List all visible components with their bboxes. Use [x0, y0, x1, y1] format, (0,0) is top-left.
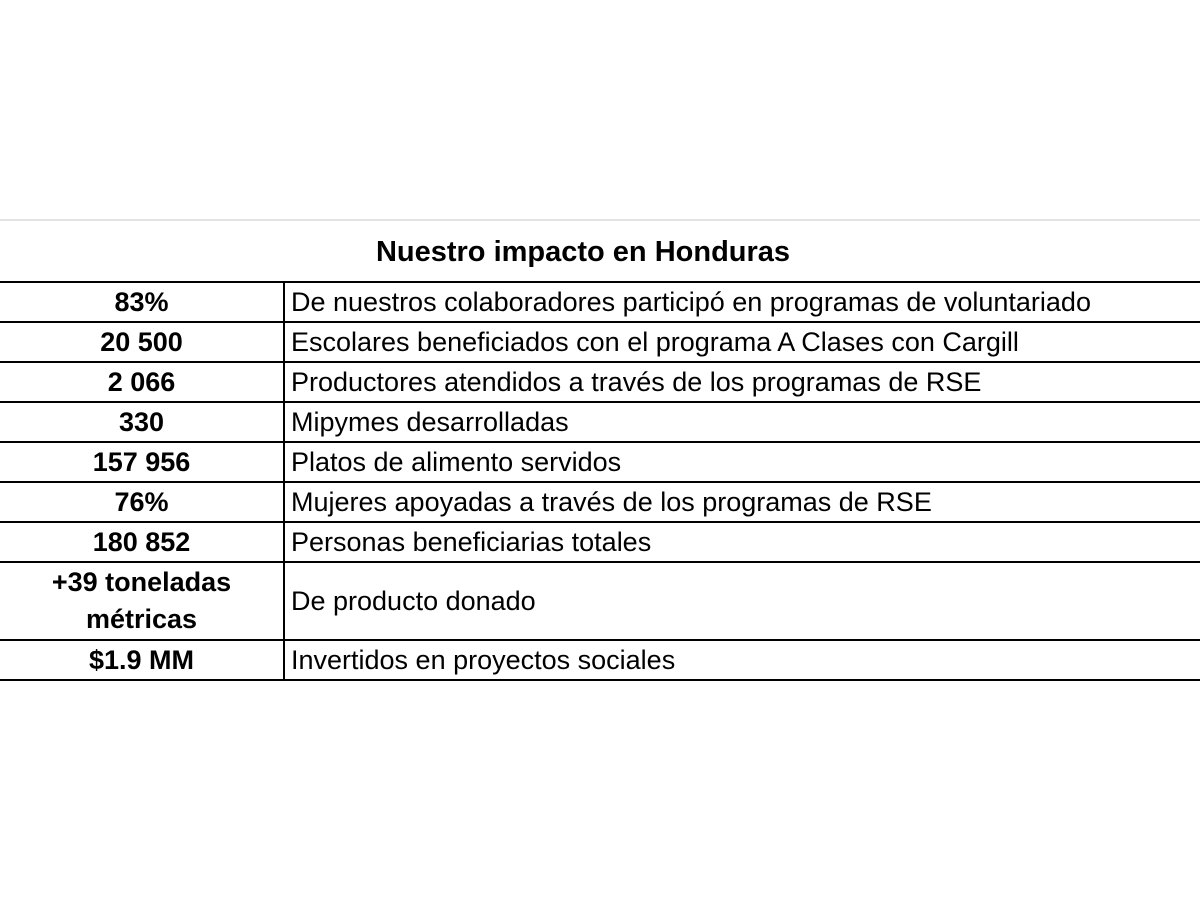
table-row — [0, 322, 1200, 362]
table-row — [0, 522, 1200, 562]
impact-description: De nuestros colaboradores participó en programas de voluntariado — [284, 282, 1200, 322]
impact-value: +39 toneladas métricas — [0, 562, 284, 640]
impact-description: Invertidos en proyectos sociales — [284, 640, 1200, 680]
impact-description: Mipymes desarrolladas — [284, 402, 1200, 442]
impact-value: 157 956 — [0, 442, 284, 482]
impact-value: 180 852 — [0, 522, 284, 562]
table-row — [0, 482, 1200, 522]
table-row — [0, 442, 1200, 482]
impact-table — [0, 281, 1200, 681]
impact-value: 83% — [0, 282, 284, 322]
impact-description: Mujeres apoyadas a través de los programas de RSE — [284, 482, 1200, 522]
impact-value: 20 500 — [0, 322, 284, 362]
table-row — [0, 282, 1200, 322]
impact-description: Escolares beneficiados con el programa A Clases con Cargill — [284, 322, 1200, 362]
page-title: Nuestro impacto en Honduras — [375, 236, 791, 268]
table-row — [0, 362, 1200, 402]
top-divider — [0, 219, 1200, 221]
impact-description: Productores atendidos a través de los programas de RSE — [284, 362, 1200, 402]
impact-value: $1.9 MM — [0, 640, 284, 680]
impact-value: 330 — [0, 402, 284, 442]
impact-description: Personas beneficiarias totales — [284, 522, 1200, 562]
impact-description: De producto donado — [284, 562, 1200, 640]
impact-value: 2 066 — [0, 362, 284, 402]
table-row — [0, 640, 1200, 680]
table-row — [0, 562, 1200, 640]
impact-value: 76% — [0, 482, 284, 522]
impact-description: Platos de alimento servidos — [284, 442, 1200, 482]
table-row — [0, 402, 1200, 442]
